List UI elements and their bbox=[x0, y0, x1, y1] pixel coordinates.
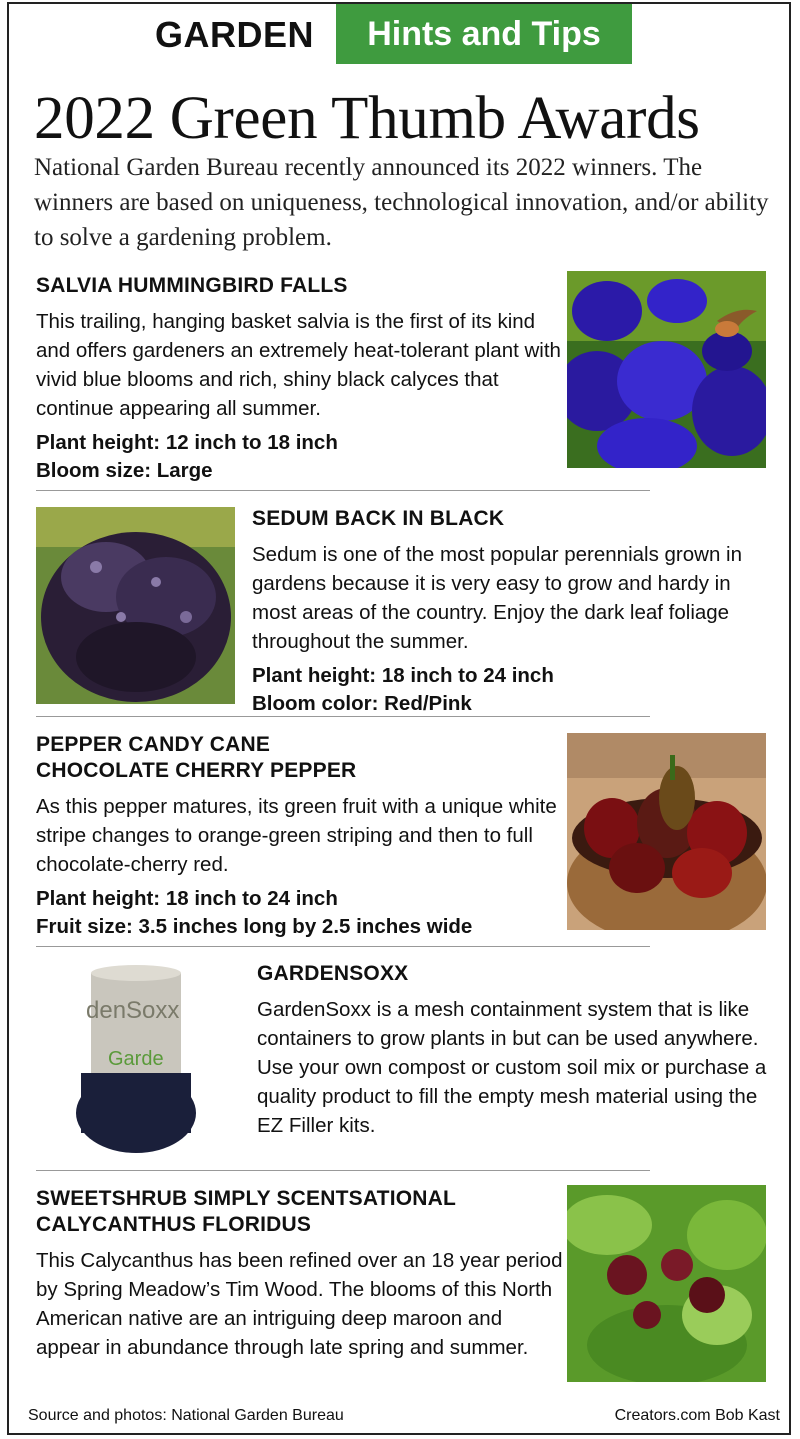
header-label: GARDEN bbox=[155, 14, 315, 55]
section-sweetshrub bbox=[36, 1186, 566, 1368]
section-heading: GARDENSOXX bbox=[257, 962, 409, 985]
gardensoxx-photo bbox=[36, 963, 235, 1160]
section-heading: CHOCOLATE CHERRY PEPPER bbox=[36, 759, 357, 782]
header-tag: Hints and Tips bbox=[336, 4, 632, 64]
soxx-brand-text: denSoxx bbox=[86, 997, 180, 1024]
section-spec: Bloom size: Large bbox=[36, 459, 213, 482]
section-heading: CALYCANTHUS FLORIDUS bbox=[36, 1213, 312, 1236]
salvia-photo bbox=[567, 271, 766, 468]
section-spec: Plant height: 18 inch to 24 inch bbox=[252, 664, 554, 687]
section-body: This Calycanthus has been refined over an 18 year period by Spring Meadow’s Tim Wood. The blooms of this North American native are an intriguing deep maroon and appear in abundance through late spring and summer. bbox=[36, 1249, 563, 1359]
section-divider bbox=[36, 490, 650, 491]
footer-credit: Creators.com Bob Kast bbox=[614, 1407, 780, 1424]
section-divider bbox=[36, 716, 650, 717]
section-spec: Plant height: 18 inch to 24 inch bbox=[36, 887, 338, 910]
section-spec: Fruit size: 3.5 inches long by 2.5 inches wide bbox=[36, 915, 473, 938]
section-gardensoxx bbox=[257, 961, 777, 1146]
section-body: GardenSoxx is a mesh containment system that is like containers to grow plants in but can be used anywhere. Use your own compost or custom soil mix or purchase a quality product to fill the empty mesh material using the EZ Filler kits. bbox=[257, 998, 767, 1137]
section-body: As this pepper matures, its green fruit with a unique white stripe changes to orange-green striping and then to full chocolate-cherry red. bbox=[36, 795, 557, 876]
sweetshrub-photo bbox=[567, 1185, 766, 1382]
section-salvia bbox=[36, 273, 566, 485]
footer-source: Source and photos: National Garden Bureau bbox=[28, 1407, 344, 1424]
section-heading: SALVIA HUMMINGBIRD FALLS bbox=[36, 274, 348, 297]
section-body: Sedum is one of the most popular perennials grown in gardens because it is very easy to grow and hardy in most areas of the country. Enjoy the dark leaf foliage throughout the summer. bbox=[252, 543, 743, 653]
section-heading: SEDUM BACK IN BLACK bbox=[252, 507, 505, 530]
sedum-photo bbox=[36, 507, 235, 704]
section-sedum bbox=[252, 506, 772, 718]
soxx-side-text: Garde bbox=[108, 1048, 164, 1070]
section-divider bbox=[36, 1170, 650, 1171]
page-title: 2022 Green Thumb Awards bbox=[34, 85, 700, 152]
section-spec: Plant height: 12 inch to 18 inch bbox=[36, 431, 338, 454]
pepper-photo bbox=[567, 733, 766, 930]
section-spec: Bloom color: Red/Pink bbox=[252, 692, 472, 715]
section-pepper bbox=[36, 732, 566, 941]
intro-text: National Garden Bureau recently announced its 2022 winners. The winners are based on uniqueness, technological innovation, and/or ability to solve a gardening problem. bbox=[34, 154, 769, 251]
section-divider bbox=[36, 946, 650, 947]
section-heading: PEPPER CANDY CANE bbox=[36, 733, 271, 756]
section-heading: SWEETSHRUB SIMPLY SCENTSATIONAL bbox=[36, 1187, 457, 1210]
section-body: This trailing, hanging basket salvia is the first of its kind and offers gardeners an extremely heat-tolerant plant with vivid blue blooms and rich, shiny black calyces that continue appearing all summer. bbox=[36, 310, 561, 420]
